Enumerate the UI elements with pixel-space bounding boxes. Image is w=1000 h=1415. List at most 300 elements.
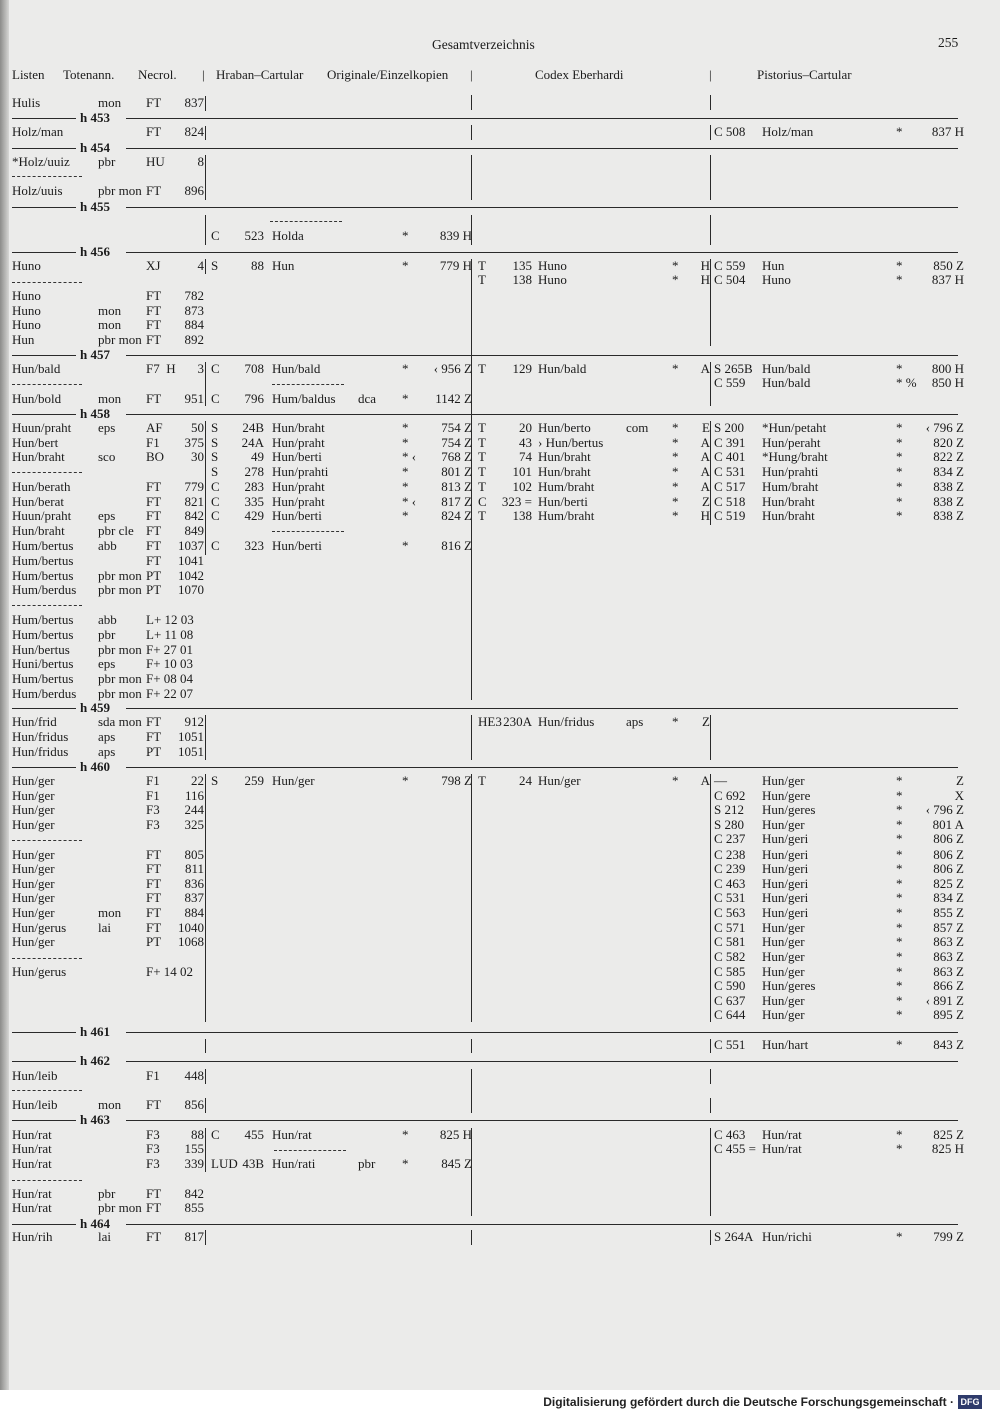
group-rule-right [126,708,958,709]
cell-h-date: 801 Z [441,464,472,479]
cell-e-letter: E [702,420,710,435]
column-rule [471,1039,472,1053]
cell-p-star: * [896,847,903,862]
cell-h-date: 768 Z [441,449,472,464]
cell-h-code: C [211,479,220,494]
book-spine-shadow [0,0,9,1415]
cell-status: mon [98,303,122,318]
cell-p-code: S 280 [714,817,744,832]
cell-p-date: ‹ 891 Z [925,993,964,1008]
cell-p-name: Huno [762,272,791,287]
cell-p-code: C 581 [714,934,746,949]
cell-num: 1051 [178,744,204,759]
cell-e-code: T [478,361,486,376]
cell-h-name: Hun/rati [272,1156,316,1171]
cell-status: lai [98,920,111,935]
cell-name: Hun/ger [12,934,55,949]
dashed-separator [12,1180,82,1181]
cell-num: 884 [184,905,204,920]
cell-num: 837 [184,890,204,905]
group-rule-right [126,767,958,768]
dashed-separator [12,472,82,473]
dashed-separator [12,840,82,841]
cell-necrol: FT [146,729,162,744]
dashed-separator [272,384,344,385]
cell-p-name: *Hun/petaht [762,420,827,435]
cell-h-name: Hun/praht [272,494,325,509]
cell-necrol: F1 [146,788,160,803]
cell-e-star: * [672,420,679,435]
column-rule [471,1128,472,1216]
cell-e-num: 101 [512,464,532,479]
cell-num: 244 [184,802,204,817]
group-rule-left [12,708,76,709]
cell-p-name: Hun/ger [762,993,805,1008]
cell-h-num: 455 [244,1127,264,1142]
cell-h-code: C [211,508,220,523]
column-rule [205,259,206,274]
cell-necrol: HU [146,154,165,169]
column-rule [471,259,472,700]
cell-necrol: FT [146,523,162,538]
group-label: h 460 [80,759,110,774]
cell-p-name: Hun/ger [762,920,805,935]
cell-p-code: C 559 [714,258,746,273]
cell-num: 821 [184,494,204,509]
cell-h-name: Hun/praht [272,479,325,494]
cell-p-code: — [714,773,727,788]
cell-name: Hun/frid [12,714,57,729]
group-label: h 458 [80,406,110,421]
cell-p-name: Hun/geres [762,802,816,817]
cell-e-letter: A [700,435,710,450]
cell-necrol: F3 [146,1141,160,1156]
cell-p-date: 799 Z [933,1229,964,1244]
cell-p-code: C 571 [714,920,746,935]
cell-name: Hun/ger [12,890,55,905]
cell-p-code: C 455 = [714,1141,757,1156]
column-rule [710,421,711,525]
cell-necrol: F3 [146,802,160,817]
cell-necrol: FT [146,288,162,303]
cell-e-name: Hun/bald [538,361,587,376]
cell-num: 88 [191,1127,204,1142]
cell-h-name: Hun [272,258,295,273]
cell-h-name: Hun/bald [272,361,321,376]
cell-p-name: Hun/ger [762,934,805,949]
cell-necrol: F1 [146,435,160,450]
group-rule-left [12,767,76,768]
cell-p-date: 850 H [931,375,964,390]
cell-name: Hum/bertus [12,627,74,642]
cell-name: Huun/praht [12,420,72,435]
cell-necrol: F3 [146,1127,160,1142]
cell-h-star: * [402,435,409,450]
cell-p-name: Hun/gere [762,788,811,803]
group-label: h 464 [80,1216,110,1231]
cell-h-code: S [211,464,219,479]
column-header-pistorius-cartular: Pistorius–Cartular [757,67,852,82]
cell-h-star: * [402,479,409,494]
cell-e-code: T [478,435,486,450]
cell-h-star: * [402,508,409,523]
cell-necrol: BO [146,449,165,464]
cell-h-date: 779 H [439,258,472,273]
cell-p-code: C 551 [714,1037,746,1052]
cell-h-date: 839 H [439,228,472,243]
column-rule [710,259,711,346]
cell-p-code: C 517 [714,479,746,494]
cell-h-date: ‹ 956 Z [433,361,472,376]
cell-p-name: Hun/rat [762,1127,802,1142]
cell-p-star: * [896,861,903,876]
cell-p-name: Hun/geri [762,861,809,876]
cell-num: 884 [184,317,204,332]
group-rule-right [126,1061,958,1062]
cell-num: 896 [184,183,204,198]
cell-num: 1051 [178,729,204,744]
cell-num: 116 [184,788,204,803]
cell-e-num: 230A [503,714,532,729]
cell-p-code: C 504 [714,272,746,287]
cell-name: Hun/fridus [12,729,69,744]
cell-p-name: Hun/richi [762,1229,812,1244]
group-rule-right [126,1120,958,1121]
group-label: h 456 [80,244,110,259]
cell-h-num: 88 [251,258,264,273]
page-number: 255 [938,35,959,50]
column-rule [710,1128,711,1216]
cell-e-num: 74 [519,449,532,464]
cell-name: Hun/rat [12,1200,52,1215]
cell-p-date: 822 Z [933,449,964,464]
cell-e-star: * [672,773,679,788]
cell-necrol: FT [146,494,162,509]
cell-h-num: 259 [244,773,264,788]
cell-p-name: Hun/geri [762,890,809,905]
cell-e-letter: A [700,449,710,464]
dashed-separator [270,221,342,222]
cell-num: 325 [184,817,204,832]
cell-name: Hun/ger [12,802,55,817]
cell-status: mon [98,391,122,406]
cell-p-date: 838 Z [933,479,964,494]
cell-name: Hun/braht [12,523,65,538]
group-label: h 462 [80,1053,110,1068]
cell-num: 836 [184,876,204,891]
cell-name: Hun/gerus [12,964,67,979]
cell-e-name: Huno [538,258,567,273]
group-rule-right [126,355,958,356]
cell-necrol: FT [146,1097,162,1112]
cell-e-name: Hun/berto [538,420,591,435]
cell-h-name: Holda [272,228,304,243]
cell-num: 1037 [178,538,204,553]
cell-h-num: 24A [241,435,264,450]
cell-p-name: Hun/geri [762,831,809,846]
dashed-separator [272,531,344,532]
cell-necrol: FT [146,317,162,332]
cell-h-date: 1142 Z [435,391,472,406]
cell-status: mon [98,905,122,920]
cell-num: 1040 [178,920,204,935]
cell-p-date: 801 A [932,817,964,832]
cell-status: lai [98,1229,111,1244]
cell-e-code: C [478,494,487,509]
cell-e-num: 43 [519,435,532,450]
cell-p-code: C 531 [714,464,746,479]
cell-e-star: * [672,449,679,464]
cell-p-name: Hun/geri [762,905,809,920]
cell-e-star: * [672,494,679,509]
cell-num: 155 [184,1141,204,1156]
column-rule [205,1128,206,1172]
cell-necrol: F+ 10 03 [146,656,194,671]
cell-h-star: * ‹ [402,494,417,509]
cell-status: pbr mon [98,1200,142,1215]
cell-status: pbr mon [98,671,142,686]
cell-e-star: * [672,508,679,523]
column-separator: | [709,67,712,82]
cell-p-code: S 265B [714,361,753,376]
cell-p-name: Hun/braht [762,508,815,523]
cell-p-star: * [896,978,903,993]
cell-p-name: Hun/peraht [762,435,821,450]
cell-p-date: 820 Z [933,435,964,450]
cell-name: Hun/rat [12,1127,52,1142]
cell-num: 951 [184,391,204,406]
column-rule [710,215,711,245]
cell-h-code: S [211,420,219,435]
column-separator: | [470,67,473,82]
cell-name: Huno [12,258,41,273]
cell-p-name: Hun [762,258,785,273]
cell-h-code: C [211,228,220,243]
cell-p-star: * [896,1127,903,1142]
cell-p-star: * [896,890,903,905]
cell-necrol: FT [146,95,162,110]
cell-necrol: FT [146,1186,162,1201]
cell-e-letter: A [700,773,710,788]
cell-e-star: * [672,361,679,376]
cell-name: Hun/ger [12,817,55,832]
cell-num: 873 [184,303,204,318]
column-rule [205,1230,206,1245]
cell-necrol: PT [146,934,162,949]
cell-name: Hun/bold [12,391,62,406]
cell-name: Hum/bertus [12,553,74,568]
cell-e-num: 323 = [501,494,532,509]
cell-necrol: FT [146,124,162,139]
cell-p-code: S 212 [714,802,744,817]
cell-necrol: FT [146,538,162,553]
column-rule [471,1230,472,1245]
column-header-hraban-cartular: Hraban–Cartular [216,67,304,82]
cell-status: pbr [98,154,116,169]
column-rule [205,715,206,760]
column-rule [205,1098,206,1113]
cell-p-star: * % [896,375,917,390]
cell-status: sco [98,449,116,464]
cell-necrol: F+ 27 01 [146,642,194,657]
cell-p-star: * [896,494,903,509]
group-rule-left [12,207,76,208]
cell-p-code: C 518 [714,494,746,509]
cell-e-num: 129 [512,361,532,376]
cell-necrol: FT [146,508,162,523]
cell-status: pbr mon [98,582,142,597]
cell-h-num: 335 [244,494,264,509]
cell-e-name: Hun/berti [538,494,588,509]
cell-p-name: Hun/ger [762,773,805,788]
dashed-separator [274,1150,346,1151]
cell-num: 842 [184,508,204,523]
cell-p-star: * [896,788,903,803]
cell-num: 824 [184,124,204,139]
cell-e-code: T [478,508,486,523]
cell-e-star: * [672,464,679,479]
cell-status: eps [98,656,116,671]
cell-necrol: FT [146,714,162,729]
cell-necrol: FT [146,890,162,905]
group-rule-left [12,1061,76,1062]
cell-h-num: 429 [244,508,264,523]
cell-num: 849 [184,523,204,538]
cell-e-name: › Hun/bertus [538,435,604,450]
cell-e-code: T [478,464,486,479]
cell-e-name: Hum/braht [538,508,595,523]
cell-name: Hum/berdus [12,582,77,597]
column-rule [710,715,711,760]
cell-p-star: * [896,905,903,920]
group-label: h 457 [80,347,110,362]
cell-necrol: FT [146,861,162,876]
cell-name: Hum/bertus [12,568,74,583]
cell-status: aps [98,729,116,744]
cell-h-code: C [211,1127,220,1142]
cell-e-letter: Z [702,494,710,509]
column-rule [710,774,711,1022]
dashed-separator [12,958,82,959]
cell-e-extra: com [626,420,649,435]
cell-num: 1068 [178,934,204,949]
cell-e-letter: H [700,258,710,273]
cell-p-name: *Hung/braht [762,449,828,464]
cell-num: 811 [184,861,204,876]
cell-num: 782 [184,288,204,303]
cell-necrol: FT [146,479,162,494]
group-rule-left [12,355,76,356]
dfg-logo: DFG [958,1395,982,1409]
cell-num: 892 [184,332,204,347]
cell-num: 375 [184,435,204,450]
cell-h-num: 708 [244,361,264,376]
cell-h-star: * [402,538,409,553]
cell-p-name: Hun/prahti [762,464,819,479]
cell-p-date: 806 Z [933,847,964,862]
cell-necrol: F3 [146,817,160,832]
cell-necrol: AF [146,420,163,435]
cell-p-star: * [896,1141,903,1156]
cell-status: abb [98,538,117,553]
group-rule-right [126,414,958,415]
cell-p-date: 825 Z [933,876,964,891]
cell-status: sda mon [98,714,142,729]
cell-p-star: * [896,934,903,949]
column-rule [471,1069,472,1113]
cell-necrol: F3 [146,1156,160,1171]
cell-necrol: FT [146,905,162,920]
cell-name: Huno [12,288,41,303]
cell-p-code: C 463 [714,1127,746,1142]
cell-name: Huno [12,303,41,318]
cell-name: Hun/bert [12,435,59,450]
cell-status: pbr mon [98,183,142,198]
cell-status: eps [98,508,116,523]
cell-num: 4 [197,258,204,273]
cell-h-code: S [211,449,219,464]
cell-necrol: FT [146,876,162,891]
cell-h-code: C [211,494,220,509]
cell-necrol: L+ 11 08 [146,627,194,642]
cell-status: mon [98,95,122,110]
cell-e-code: T [478,272,486,287]
column-rule [710,95,711,110]
cell-status: aps [98,744,116,759]
cell-p-date: 895 Z [933,1007,964,1022]
cell-p-date: 837 H [931,272,964,287]
cell-e-letter: A [700,479,710,494]
cell-status: pbr [98,627,116,642]
group-rule-left [12,118,76,119]
cell-p-date: 863 Z [933,949,964,964]
group-rule-right [126,207,958,208]
cell-e-num: 102 [512,479,532,494]
column-separator: | [202,67,205,82]
column-header-totenann: Totenann. [63,67,115,82]
cell-num: 779 [184,479,204,494]
cell-p-star: * [896,464,903,479]
cell-e-code: HE3 [478,714,502,729]
group-rule-left [12,1120,76,1121]
cell-name: *Holz/uuiz [12,154,70,169]
cell-p-star: * [896,773,903,788]
cell-num: 1042 [178,568,204,583]
cell-name: Holz/uuis [12,183,63,198]
cell-p-date: 834 Z [933,464,964,479]
cell-name: Hun/rih [12,1229,53,1244]
cell-p-date: 838 Z [933,494,964,509]
cell-necrol: FT [146,1229,162,1244]
cell-h-num: 523 [244,228,264,243]
cell-h-star: * [402,1127,409,1142]
cell-h-star: * [402,228,409,243]
cell-num: 837 [184,95,204,110]
cell-name: Hun/ger [12,905,55,920]
group-label: h 455 [80,199,110,214]
cell-e-letter: A [700,464,710,479]
cell-necrol: PT [146,744,162,759]
cell-h-date: 754 Z [441,420,472,435]
cell-name: Hun/rat [12,1186,52,1201]
cell-h-name: Hun/ger [272,773,315,788]
cell-p-name: Hun/bald [762,375,811,390]
cell-name: Hun/berath [12,479,71,494]
group-rule-right [126,1224,958,1225]
column-rule [471,215,472,245]
cell-p-star: * [896,802,903,817]
cell-p-code: C 391 [714,435,746,450]
